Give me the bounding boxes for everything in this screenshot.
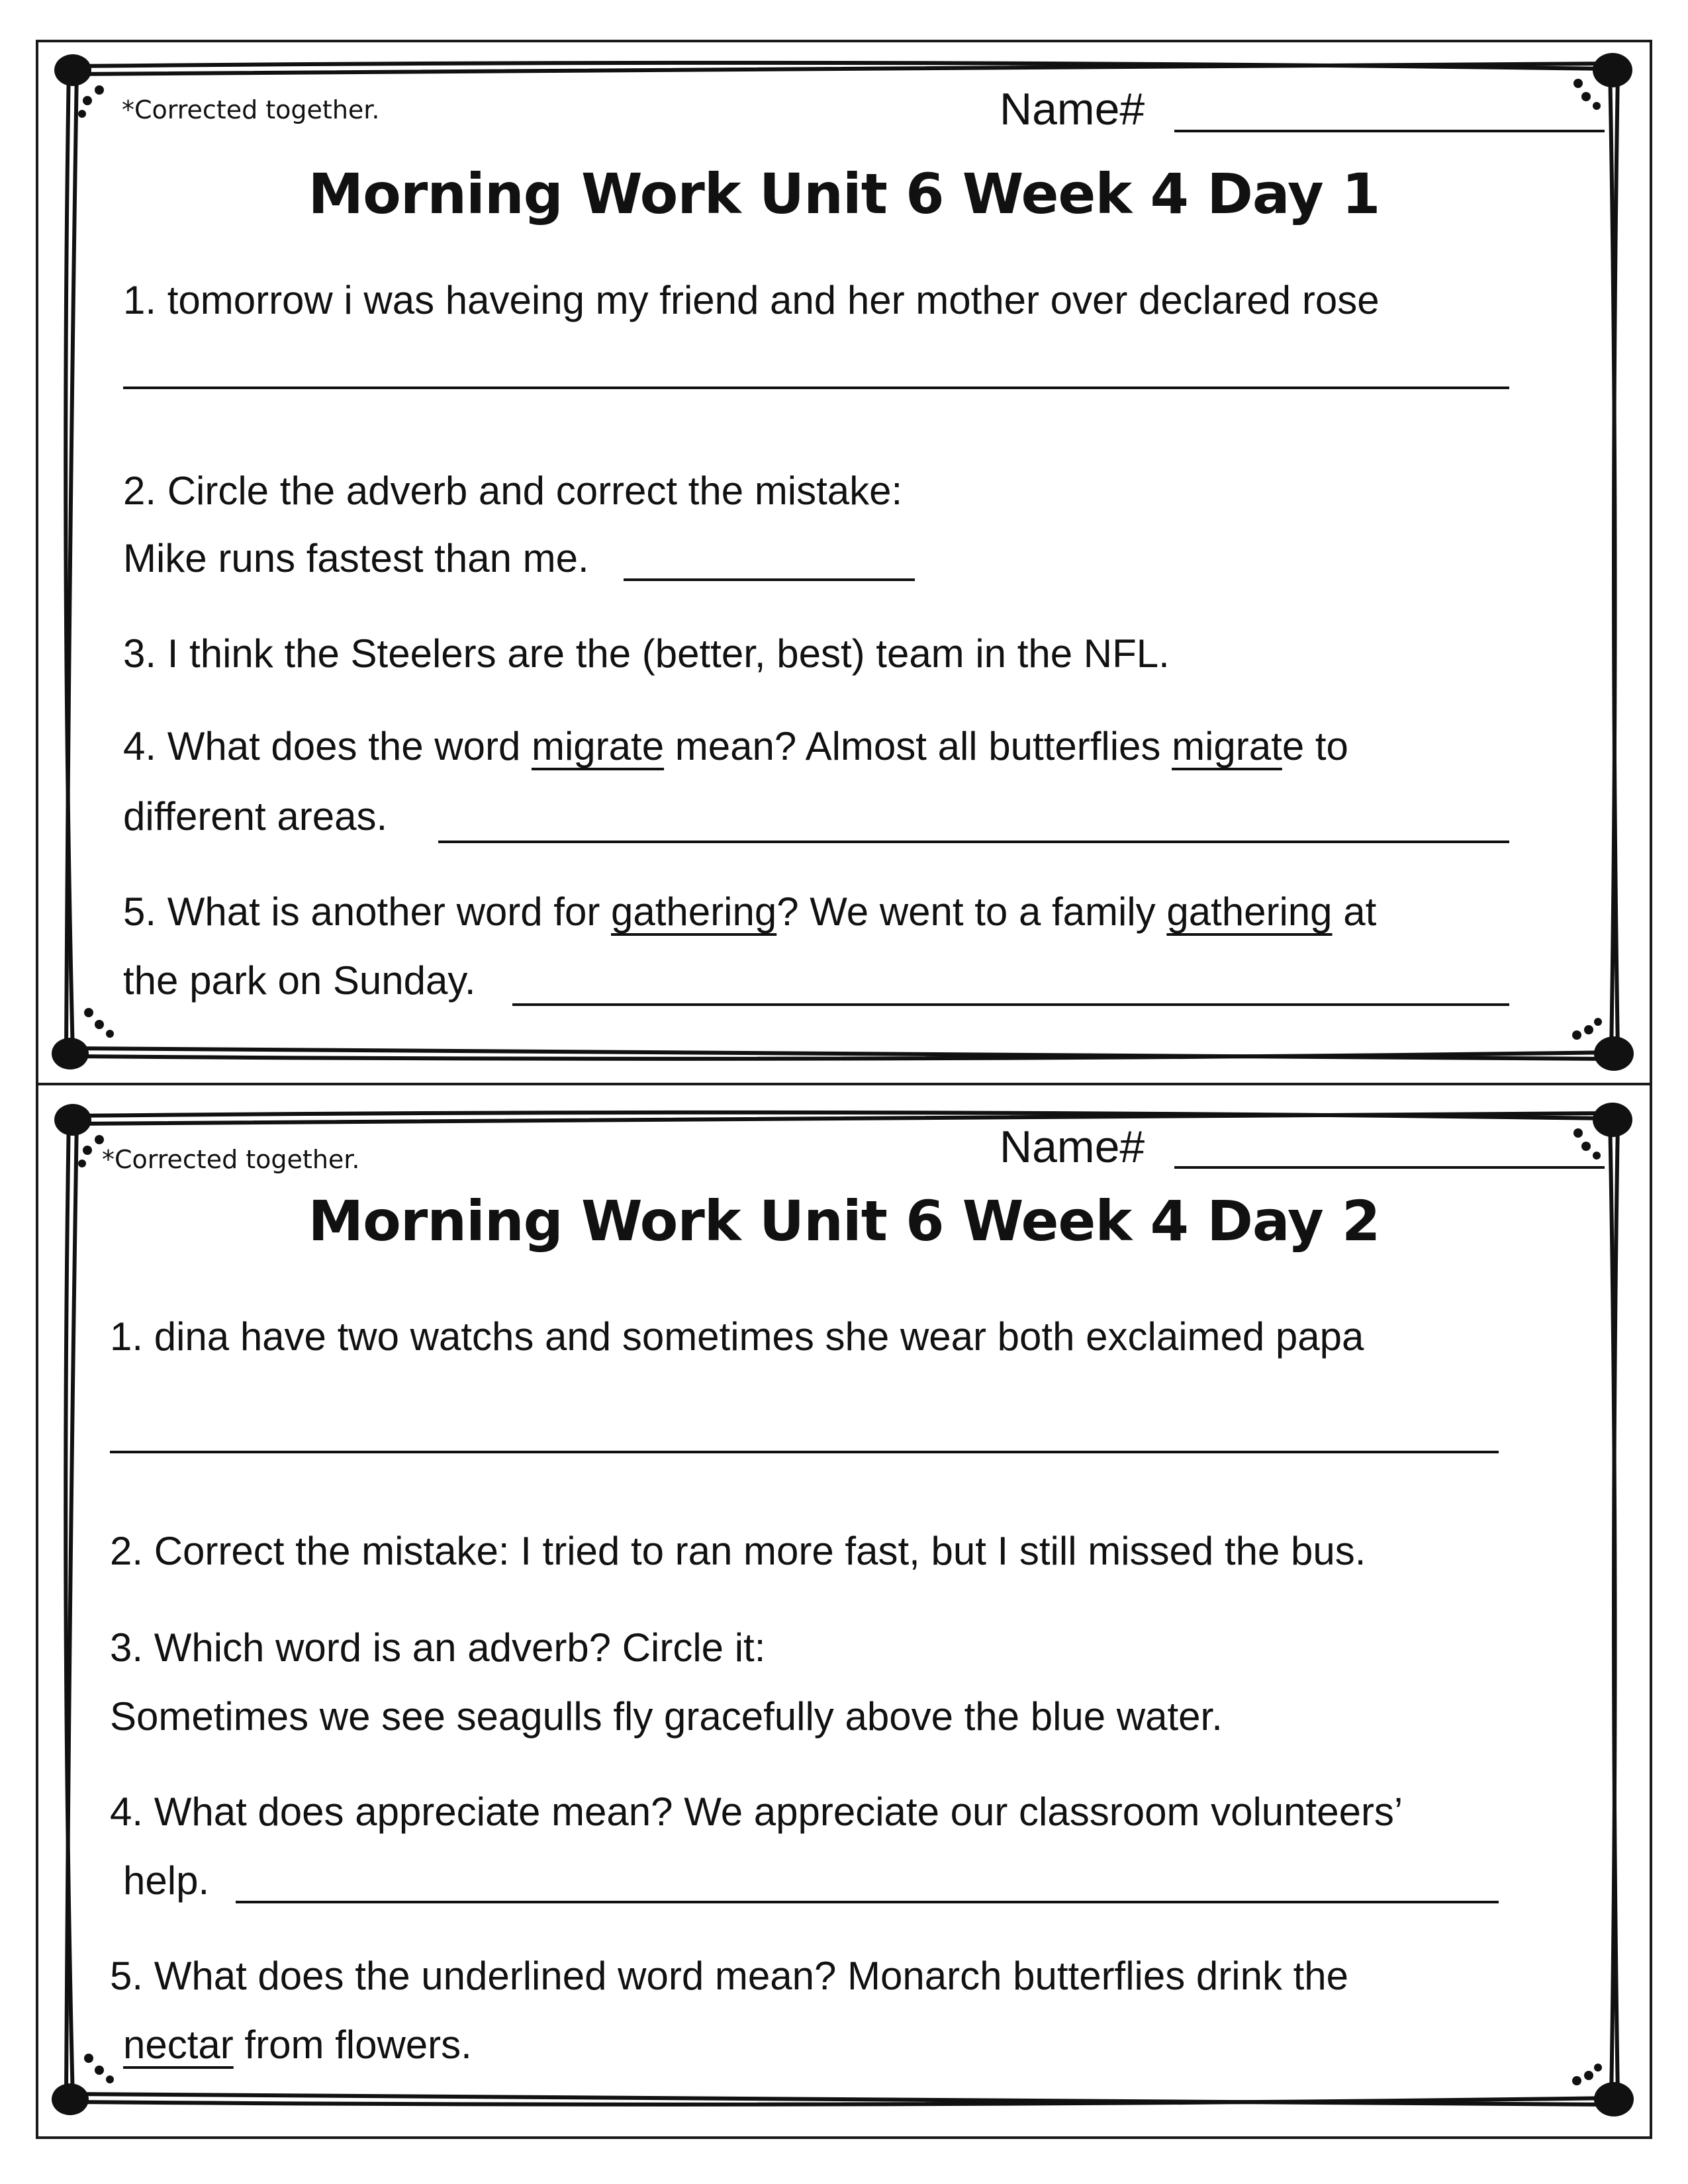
day1-worksheet: [36, 40, 1652, 1085]
name-label: Name#: [1000, 1122, 1145, 1172]
name-blank[interactable]: [1174, 130, 1605, 132]
answer-line-4[interactable]: [236, 1901, 1499, 1903]
answer-line-1[interactable]: [123, 387, 1509, 389]
corrected-together-note: *Corrected together.: [122, 95, 380, 124]
answer-line-5[interactable]: [512, 1003, 1509, 1006]
question-4-line-2: different areas.: [123, 794, 388, 839]
underlined-word: migrat: [1172, 724, 1282, 768]
question-4: 4. What does appreciate mean? We appreciate our classroom volunteers’: [110, 1790, 1403, 1834]
question-5-line-2: the park on Sunday.: [123, 958, 476, 1003]
question-4-line-2: help.: [123, 1858, 210, 1903]
corrected-together-note: *Corrected together.: [102, 1145, 360, 1174]
question-5: 5. What is another word for gathering? We went to a family gathering at: [123, 889, 1377, 934]
page-title: Morning Work Unit 6 Week 4 Day 1: [308, 161, 1380, 226]
day2-worksheet: [36, 1083, 1652, 2139]
underlined-word: nectar: [123, 2023, 234, 2067]
question-2-sentence: Mike runs fastest than me.: [123, 536, 589, 580]
underlined-word: gathering: [1166, 889, 1333, 934]
underlined-word: migrate: [532, 724, 665, 768]
question-2-prompt: 2. Circle the adverb and correct the mistake:: [123, 469, 903, 513]
name-blank[interactable]: [1174, 1166, 1605, 1169]
answer-line-2[interactable]: [624, 578, 915, 581]
name-label: Name#: [1000, 84, 1145, 134]
question-3-sentence: Sometimes we see seagulls fly gracefully above the blue water.: [110, 1694, 1223, 1739]
underlined-word: gathering: [611, 889, 777, 934]
question-5: 5. What does the underlined word mean? Monarch butterflies drink the: [110, 1954, 1349, 1998]
question-4: 4. What does the word migrate mean? Almost all butterflies migrate to: [123, 724, 1348, 768]
question-5-line-2: nectar from flowers.: [123, 2023, 472, 2067]
question-2: 2. Correct the mistake: I tried to ran more fast, but I still missed the bus.: [110, 1529, 1366, 1573]
answer-line-1[interactable]: [110, 1451, 1499, 1453]
question-1: 1. dina have two watchs and sometimes she wear both exclaimed papa: [110, 1314, 1364, 1359]
question-3: 3. I think the Steelers are the (better, best) team in the NFL.: [123, 631, 1170, 676]
question-1: 1. tomorrow i was haveing my friend and her mother over declared rose: [123, 278, 1380, 322]
answer-line-4[interactable]: [438, 841, 1509, 843]
question-3-prompt: 3. Which word is an adverb? Circle it:: [110, 1625, 766, 1670]
page-title: Morning Work Unit 6 Week 4 Day 2: [308, 1189, 1380, 1253]
